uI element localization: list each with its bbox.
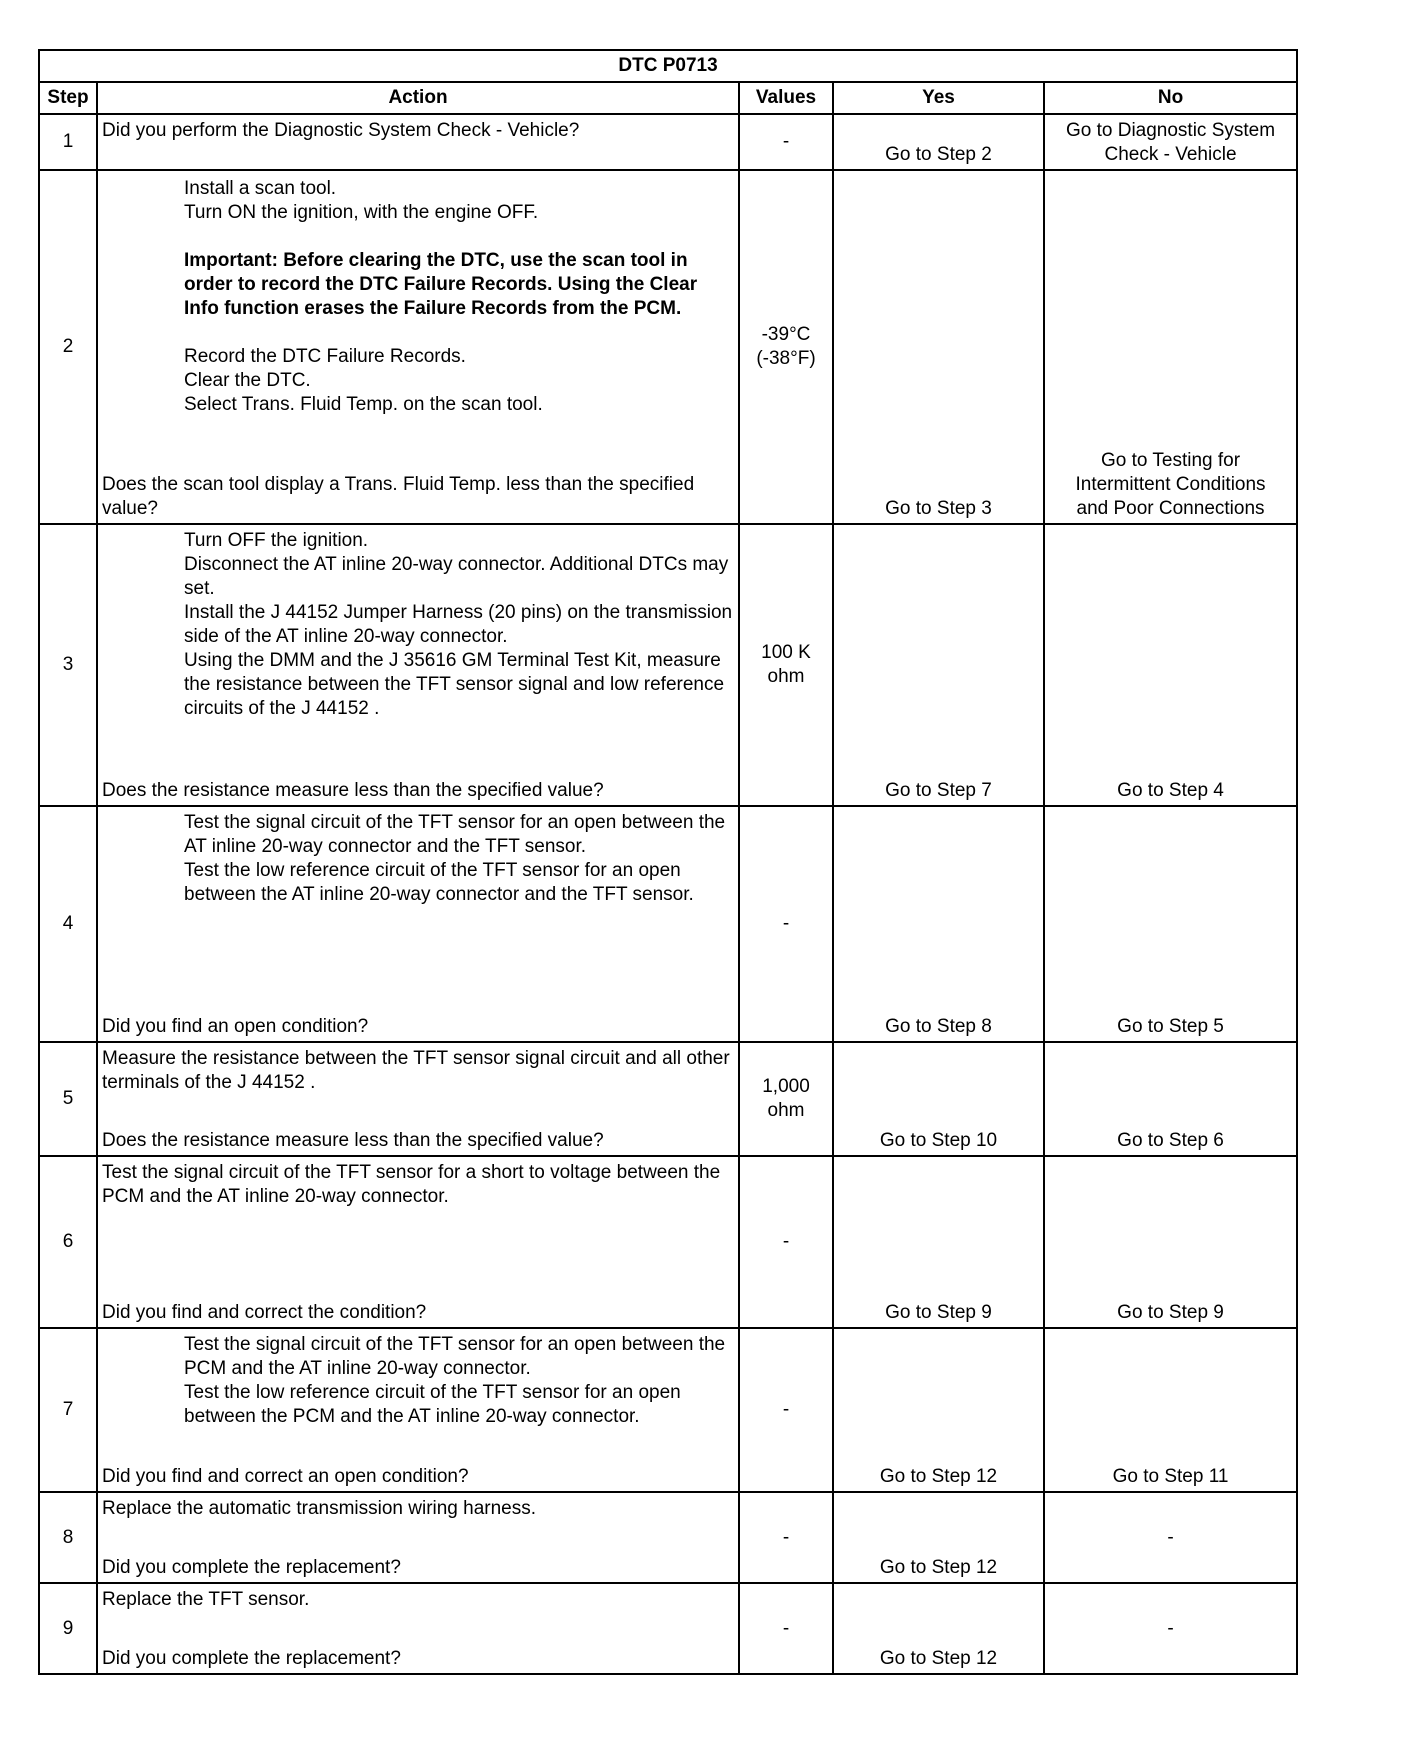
no-text: Go to Step 5 [1117,1016,1224,1037]
action-item: Install a scan tool. [184,178,337,199]
yes-text: Go to Step 12 [879,1557,998,1578]
action-item: Using the DMM and the J 35616 GM Terminal Test Kit, measure the resistance between the TFT sensor signal and low reference circuits of the J 44152 . [184,650,725,719]
yes-text: Go to Step 3 [885,498,992,519]
table-title: DTC P0713 [39,50,1297,82]
value-cell: - [739,1492,833,1583]
value-text: -39°C (-38°F) [756,324,816,369]
action-item: Clear the DTC. [184,370,311,391]
header-values: Values [739,82,833,114]
value-cell: - [739,1328,833,1492]
no-text: Go to Diagnostic System Check - Vehicle [1065,120,1276,165]
yes-text: Go to Step 8 [885,1016,992,1037]
value-text: 1,000 ohm [762,1076,810,1121]
no-cell [1044,1042,1297,1156]
table-row [39,170,1297,524]
action-text: Measure the resistance between the TFT sensor signal circuit and all other terminals of the J 44152 . [102,1048,730,1093]
action-item: Test the signal circuit of the TFT sensor for an open between the PCM and the AT inline 20-way connector. [184,1334,726,1379]
value-text: 100 K ohm [761,642,811,687]
header-action: Action [97,82,739,114]
yes-cell [833,1328,1044,1492]
no-text: Go to Step 11 [1112,1466,1229,1487]
action-cell [97,1583,739,1674]
action-question: Does the scan tool display a Trans. Fluid Temp. less than the specified value? [102,474,695,519]
action-item: Turn ON the ignition, with the engine OFF. [184,202,539,223]
value-cell: - [739,1156,833,1328]
no-text: Go to Step 9 [1117,1302,1224,1323]
action-question: Did you complete the replacement? [102,1648,401,1669]
action-cell [97,1492,739,1583]
action-text: Did you perform the Diagnostic System Check - Vehicle? [102,120,580,141]
no-cell [1044,524,1297,806]
header-yes: Yes [833,82,1044,114]
important-note: Important: Before clearing the DTC, use the scan tool in order to record the DTC Failure Records. Using the Clear Info function erases the Failure Records from the PCM. [184,250,698,319]
action-item: Turn OFF the ignition. [184,530,369,551]
step-number: 7 [39,1328,97,1492]
table-row [39,524,1297,806]
step-number: 5 [39,1042,97,1156]
action-item: Test the low reference circuit of the TFT sensor for an open between the AT inline 20-way connector and the TFT sensor. [184,860,694,905]
value-cell [739,170,833,524]
yes-text: Go to Step 12 [879,1466,998,1487]
header-step: Step [39,82,97,114]
no-text: - [1167,1526,1174,1548]
no-cell [1044,1328,1297,1492]
action-cell [97,524,739,806]
value-cell: - [739,806,833,1042]
yes-cell [833,1583,1044,1674]
action-question: Did you find and correct the condition? [102,1302,427,1323]
no-text: Go to Step 6 [1117,1130,1224,1151]
yes-cell [833,1492,1044,1583]
action-item: Disconnect the AT inline 20-way connector. Additional DTCs may set. [184,554,729,599]
yes-cell [833,1042,1044,1156]
action-cell [97,1328,739,1492]
no-text: - [1167,1617,1174,1639]
action-cell [97,1042,739,1156]
yes-text: Go to Step 12 [879,1648,998,1669]
yes-text: Go to Step 2 [885,144,992,165]
value-cell: - [739,1583,833,1674]
step-number: 3 [39,524,97,806]
dtc-table [38,49,1298,1675]
yes-cell [833,524,1044,806]
action-cell [97,114,739,170]
action-item: Test the low reference circuit of the TFT sensor for an open between the PCM and the AT inline 20-way connector. [184,1382,681,1427]
action-text: Test the signal circuit of the TFT sensor for a short to voltage between the PCM and the AT inline 20-way connector. [102,1162,721,1207]
yes-cell [833,114,1044,170]
no-cell [1044,1492,1297,1583]
step-number: 1 [39,114,97,170]
yes-text: Go to Step 10 [879,1130,998,1151]
no-cell [1044,114,1297,170]
value-cell [739,1042,833,1156]
step-number: 8 [39,1492,97,1583]
table-row [39,806,1297,1042]
action-item: Install the J 44152 Jumper Harness (20 pins) on the transmission side of the AT inline 20-way connector. [184,602,733,647]
yes-text: Go to Step 7 [885,780,992,801]
step-number: 2 [39,170,97,524]
no-text: Go to Testing for Intermittent Conditions and Poor Connections [1075,450,1266,519]
table-row [39,1583,1297,1674]
yes-cell [833,806,1044,1042]
action-text: Replace the TFT sensor. [102,1589,310,1610]
step-number: 9 [39,1583,97,1674]
action-item: Select Trans. Fluid Temp. on the scan tool. [184,394,543,415]
no-cell [1044,1156,1297,1328]
table-row [39,1156,1297,1328]
action-question: Did you find an open condition? [102,1016,369,1037]
yes-cell [833,1156,1044,1328]
action-item: Record the DTC Failure Records. [184,346,466,367]
value-cell: - [739,114,833,170]
step-number: 6 [39,1156,97,1328]
no-cell [1044,1583,1297,1674]
table-row [39,1042,1297,1156]
step-number: 4 [39,806,97,1042]
action-item: Test the signal circuit of the TFT sensor for an open between the AT inline 20-way connector and the TFT sensor. [184,812,726,857]
action-cell [97,806,739,1042]
action-cell [97,170,739,524]
action-text: Replace the automatic transmission wiring harness. [102,1498,537,1519]
table-row [39,1328,1297,1492]
action-cell [97,1156,739,1328]
no-text: Go to Step 4 [1117,780,1224,801]
no-cell [1044,806,1297,1042]
action-question: Did you complete the replacement? [102,1557,401,1578]
yes-cell [833,170,1044,524]
action-question: Does the resistance measure less than the specified value? [102,780,604,801]
value-cell [739,524,833,806]
action-question: Does the resistance measure less than the specified value? [102,1130,604,1151]
no-cell [1044,170,1297,524]
yes-text: Go to Step 9 [885,1302,992,1323]
header-no: No [1044,82,1297,114]
table-row [39,114,1297,170]
action-question: Did you find and correct an open condition? [102,1466,469,1487]
table-row [39,1492,1297,1583]
